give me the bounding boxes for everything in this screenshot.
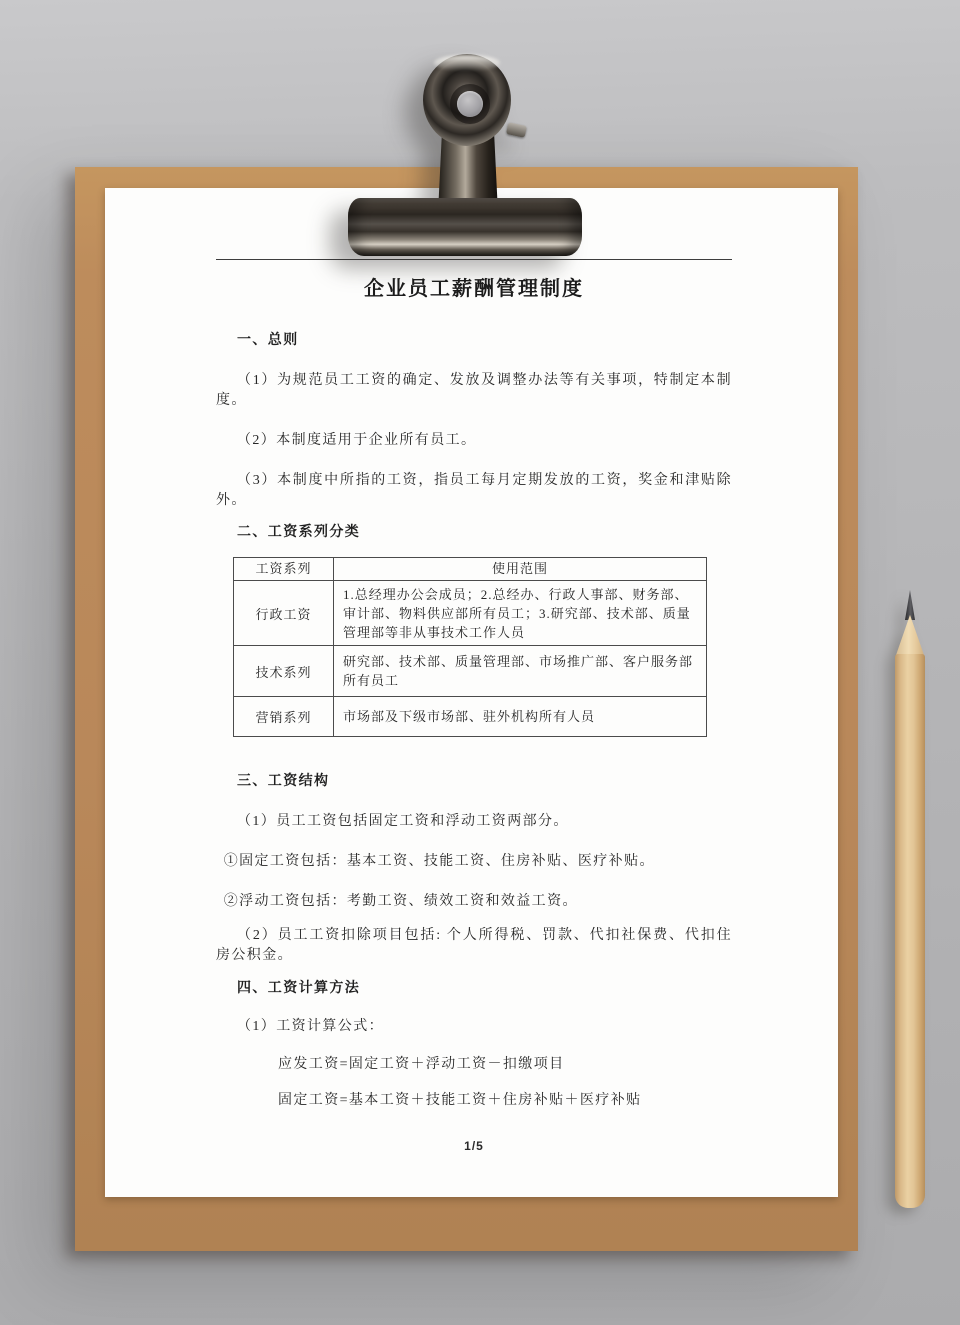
scope-cell: 研究部、技术部、质量管理部、市场推广部、客户服务部所有员工 (334, 646, 707, 697)
paragraph: （3）本制度中所指的工资，指员工每月定期发放的工资，奖金和津贴除外。 (216, 473, 732, 508)
series-cell: 营销系列 (234, 697, 334, 737)
document-content (105, 188, 838, 1197)
table-header-cell: 使用范围 (334, 558, 707, 581)
salary-series-table (233, 557, 707, 737)
table-header-cell: 工资系列 (234, 558, 334, 581)
clip-clamp-bar (348, 198, 582, 256)
pencil-body (895, 654, 925, 1208)
series-cell: 行政工资 (234, 581, 334, 646)
paragraph: ①固定工资包括：基本工资、技能工资、住房补贴、医疗补贴。 (223, 854, 655, 869)
paragraph: （1）工资计算公式： (237, 1019, 384, 1034)
table-row (234, 646, 707, 697)
table-row (234, 581, 707, 646)
paragraph: （1）为规范员工工资的确定、发放及调整办法等有关事项，特制定本制度。 (216, 373, 732, 408)
scope-cell: 1.总经理办公会成员；2.总经办、行政人事部、财务部、审计部、物料供应部所有员工；3.研究部、技术部、质量管理部等非从事技术工作人员 (334, 581, 707, 646)
pencil-sharpened-cone (895, 614, 925, 658)
clipboard (75, 167, 858, 1251)
paragraph: （1）员工工资包括固定工资和浮动工资两部分。 (237, 814, 569, 829)
formula-line: 固定工资=基本工资＋技能工资＋住房补贴＋医疗补贴 (278, 1093, 642, 1108)
formula-line: 应发工资=固定工资＋浮动工资－扣缴项目 (278, 1057, 565, 1072)
table-header-row (234, 558, 707, 581)
section-heading-2: 二、工资系列分类 (237, 525, 361, 540)
document-page (105, 188, 838, 1197)
page-number: 1/5 (464, 1139, 484, 1153)
table-row (234, 697, 707, 737)
document-title: 企业员工薪酬管理制度 (364, 278, 584, 300)
pencil (893, 590, 927, 1210)
paragraph: （2）本制度适用于企业所有员工。 (237, 433, 477, 448)
clip-ring-hole (457, 91, 483, 117)
series-cell: 技术系列 (234, 646, 334, 697)
paragraph: （2）员工工资扣除项目包括: 个人所得税、罚款、代扣社保费、代扣住房公积金。 (216, 928, 732, 963)
clip-ring (423, 54, 511, 146)
scope-cell: 市场部及下级市场部、驻外机构所有人员 (334, 697, 707, 737)
section-heading-3: 三、工资结构 (237, 774, 330, 789)
binder-clip (340, 48, 590, 263)
section-heading-1: 一、总则 (237, 333, 299, 348)
paragraph: ②浮动工资包括：考勤工资、绩效工资和效益工资。 (223, 894, 578, 909)
section-heading-4: 四、工资计算方法 (237, 981, 361, 996)
clip-screw (506, 122, 527, 138)
